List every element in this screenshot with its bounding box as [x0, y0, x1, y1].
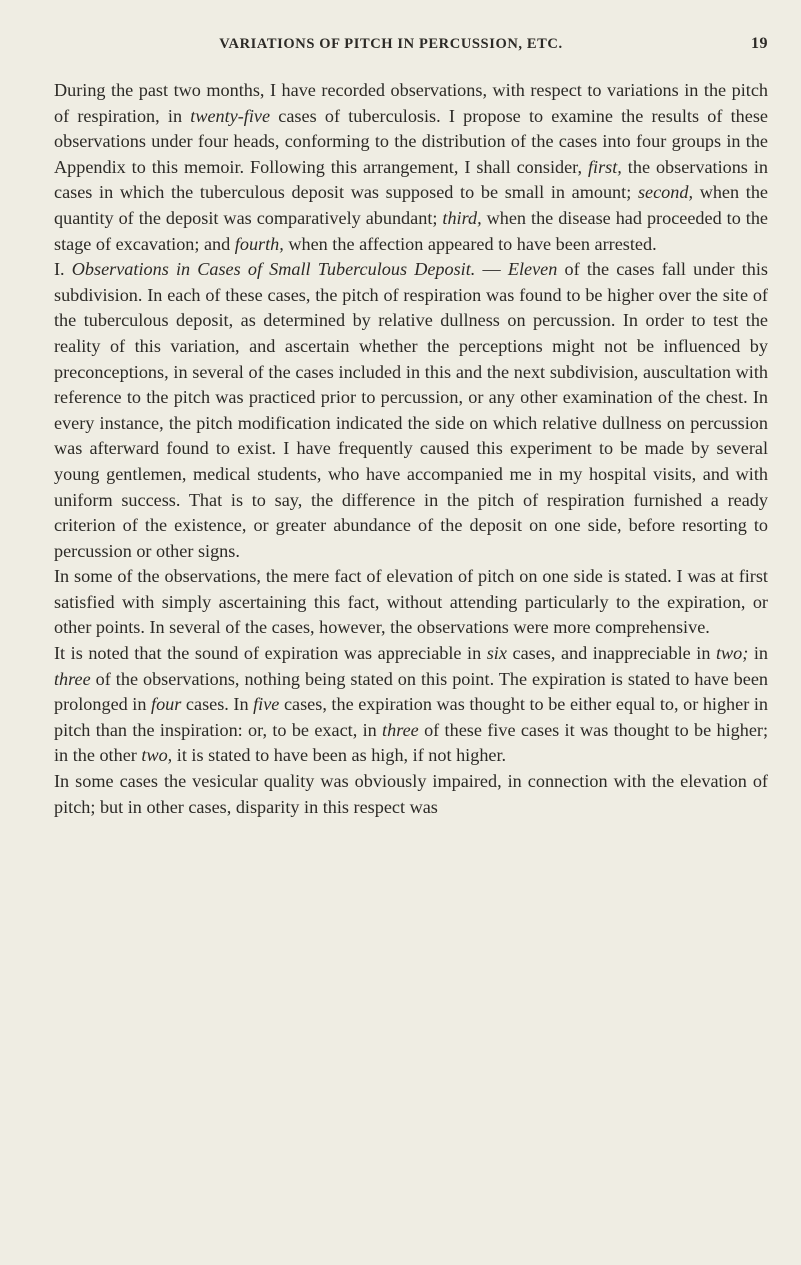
text-run: in: [748, 643, 769, 664]
italic-text: second,: [637, 182, 694, 203]
running-title: VARIATIONS OF PITCH IN PERCUSSION, ETC.: [219, 36, 563, 52]
text-run: cases, the expiration was thought to be either equal to, or higher in pitch than the inspiration: or, to be exact, in: [54, 694, 768, 740]
text-run: It is noted that the sound of expiration was appreciable in: [54, 643, 487, 664]
paragraph-vesicular: [54, 769, 768, 820]
text-run: the observations in cases in which the tuberculous deposit was supposed to be small in amount;: [54, 156, 768, 203]
text-run: when the disease had proceeded to the stage of excavation; and: [54, 207, 768, 254]
italic-text: three: [382, 719, 419, 740]
text-run: when the quantity of the deposit was comparatively abundant;: [54, 182, 769, 228]
paragraph-section-one: [54, 257, 768, 564]
text-run: when the affection appeared to have been arrested.: [283, 233, 657, 254]
text-run: of the cases fall under this subdivision. In each of these cases, the pitch of respiration was found to be higher over the site of the tuberculous deposit, as determined by relative dullness on percussion. In order to test the reality of this variation, and ascertain whether the perceptions might not be influenced by preconceptions, in several of the cases included in this and the next subdivision, auscultation with reference to the pitch was practiced prior to percussion, or any other examination of the chest. In every instance, the pitch modification indicated the side on which relative dullness on percussion was afterward found to exist. I have frequently caused this experiment to be made by several young gentlemen, medical students, who have accompanied me in my hospital visits, and with uniform success. That is to say, the difference in the pitch of respiration furnished a ready criterion of the existence, or greater abundance of the deposit on one side, before resorting to percussion or other signs.: [54, 259, 769, 561]
italic-text: fourth,: [234, 233, 284, 254]
italic-text: three: [54, 668, 91, 689]
italic-text: four: [151, 694, 182, 715]
italic-text: twenty-five: [190, 105, 271, 126]
text-run: During the past two months, I have recorded observations, with respect to variations in the pitch of respiration, in: [54, 80, 768, 126]
body-text: [54, 78, 768, 820]
italic-text: Observations in Cases of Small Tuberculous Deposit.: [71, 259, 476, 280]
paragraph-expiration: [54, 641, 768, 769]
page: [54, 36, 768, 820]
text-run: of these five cases it was thought to be higher; in the other: [54, 719, 768, 766]
text-run: it is stated to have been as high, if not higher.: [172, 745, 507, 766]
text-run: I.: [54, 259, 72, 280]
text-run: cases. In: [181, 694, 254, 715]
running-header: [54, 36, 768, 66]
text-run: cases of tuberculosis. I propose to examine the results of these observations under four heads, conforming to the distribution of the cases into four groups in the Appendix to this memoir. Following this arrangement, I shall consider,: [54, 105, 768, 177]
italic-text: third,: [442, 207, 482, 228]
italic-text: Eleven: [507, 259, 558, 280]
italic-text: five: [253, 694, 280, 715]
italic-text: six: [486, 643, 507, 664]
paragraph-intro: [54, 78, 768, 257]
italic-text: two;: [715, 643, 749, 664]
text-run: cases, and inappreciable in: [506, 643, 716, 664]
italic-text: first,: [587, 156, 622, 177]
italic-text: two,: [141, 745, 173, 766]
page-number: 19: [751, 35, 768, 52]
text-run: In some cases the vesicular quality was obviously impaired, in connection with the elevation of pitch; but in other cases, disparity in this respect was: [54, 771, 768, 817]
text-run: —: [475, 259, 508, 280]
text-run: In some of the observations, the mere fact of elevation of pitch on one side is stated. I was at first satisfied with simply ascertaining this fact, without attending particularly to the expiration, or other points. In several of the cases, however, the observations were more comprehensive.: [54, 566, 768, 638]
paragraph-elevation: [54, 564, 768, 641]
text-run: of the observations, nothing being stated on this point. The expiration is stated to have been prolonged in: [54, 668, 768, 715]
